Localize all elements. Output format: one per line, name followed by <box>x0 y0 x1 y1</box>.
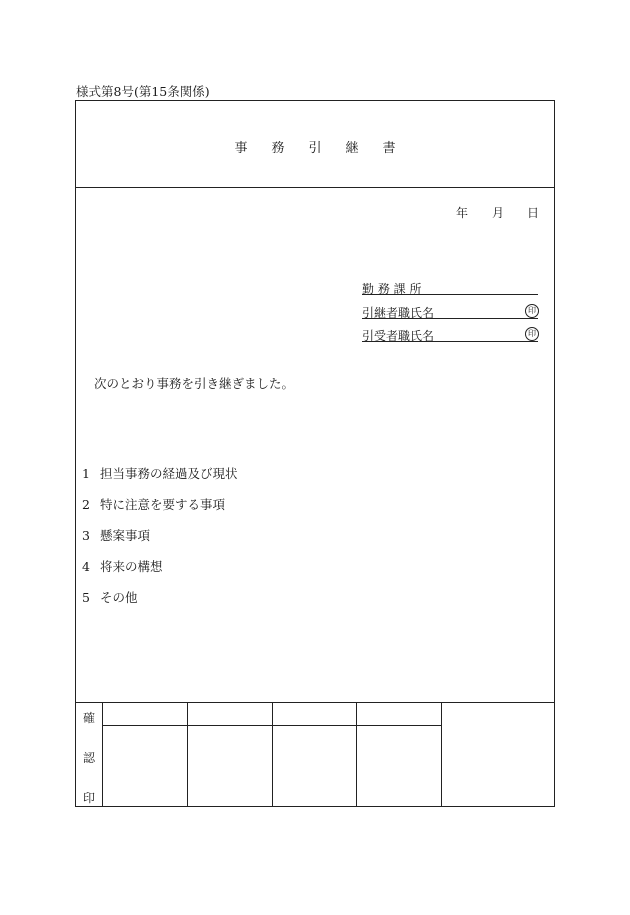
form-number-label: 様式第8号(第15条関係) <box>76 84 210 99</box>
confirmation-char: 認 <box>82 751 95 765</box>
transferor-label: 引継者職氏名 <box>362 306 435 320</box>
grid-divider <box>356 702 357 806</box>
item-number: 5 <box>82 590 90 605</box>
stamp-name-cell[interactable] <box>104 704 185 723</box>
stamp-cell[interactable] <box>274 727 354 805</box>
stamp-name-cell[interactable] <box>189 704 270 723</box>
transferee-label: 引受者職氏名 <box>362 329 435 343</box>
item-number: 4 <box>82 559 90 574</box>
title-char: 継 <box>345 141 359 156</box>
title-char: 書 <box>382 141 396 156</box>
item-label: 懸案事項 <box>100 528 151 543</box>
office-label: 勤 務 課 所 <box>362 282 422 296</box>
stamp-cell[interactable] <box>443 704 553 805</box>
item-label: 将来の構想 <box>100 559 163 574</box>
seal-mark: 印 <box>525 327 539 341</box>
date-day: 日 <box>527 206 540 220</box>
grid-divider <box>102 702 103 806</box>
grid-divider <box>441 702 442 806</box>
grid-divider <box>272 702 273 806</box>
title-char: 引 <box>308 141 322 156</box>
item-label: その他 <box>100 590 138 605</box>
list-item <box>82 526 150 544</box>
stamp-header-line <box>102 725 441 726</box>
title-char: 事 <box>234 141 248 156</box>
confirmation-char: 確 <box>82 711 95 725</box>
stamp-cell[interactable] <box>189 727 270 805</box>
seal-mark: 印 <box>525 304 539 318</box>
transfer-form <box>75 100 555 807</box>
title-char: 務 <box>271 141 285 156</box>
grid-divider <box>187 702 188 806</box>
list-item <box>82 588 138 606</box>
date-month: 月 <box>492 206 505 220</box>
stamp-name-cell[interactable] <box>358 704 439 723</box>
item-label: 特に注意を要する事項 <box>100 497 226 512</box>
list-item <box>82 557 163 575</box>
date-year: 年 <box>456 206 469 220</box>
document-title <box>76 137 554 156</box>
stamp-cell[interactable] <box>104 727 185 805</box>
confirmation-char: 印 <box>82 791 95 805</box>
stamp-name-cell[interactable] <box>274 704 354 723</box>
confirmation-divider <box>76 702 554 703</box>
transfer-statement: 次のとおり事務を引き継ぎました。 <box>94 376 295 391</box>
transferee-line <box>362 341 538 342</box>
stamp-cell[interactable] <box>358 727 439 805</box>
list-item <box>82 464 238 482</box>
list-item <box>82 495 225 513</box>
title-divider <box>76 187 554 188</box>
item-number: 1 <box>82 466 90 481</box>
item-label: 担当事務の経過及び現状 <box>100 466 238 481</box>
office-line <box>362 294 538 295</box>
item-number: 3 <box>82 528 90 543</box>
transferor-line <box>362 318 538 319</box>
item-number: 2 <box>82 497 90 512</box>
